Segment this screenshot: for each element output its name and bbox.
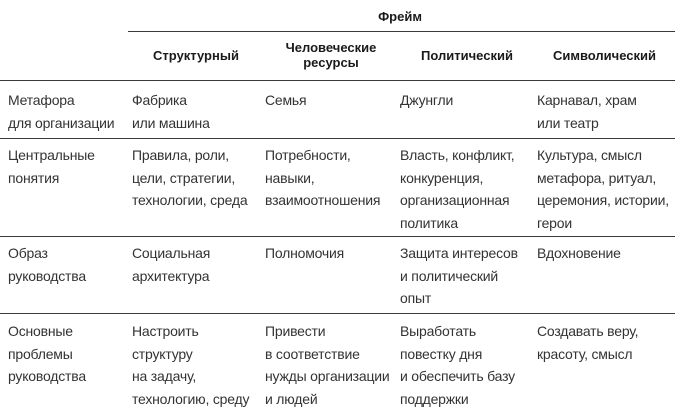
column-header-human-resources: Человеческие ресурсы	[285, 40, 377, 70]
cell-metaphor-human-resources: Семья	[265, 92, 307, 108]
cell-concepts-political: Власть, конфликт, конкуренция, организационная политика	[400, 147, 515, 231]
column-header-political: Политический	[421, 48, 513, 63]
row-label-leadership-image: Образ руководства	[8, 245, 86, 284]
cell-problems-symbolic: Создавать веру, красоту, смысл	[537, 323, 639, 362]
row-label-leadership-problems: Основные проблемы руководства	[8, 323, 86, 384]
cell-leadership-political: Защита интересов и политический опыт	[400, 245, 518, 306]
cell-problems-political: Выработать повестку дня и обеспечить базу поддержки	[400, 323, 515, 407]
cell-concepts-symbolic: Культура, смысл метафора, ритуал, церемония, истории, герои	[537, 147, 669, 231]
cell-metaphor-symbolic: Карнавал, храм или театр	[537, 92, 637, 131]
column-header-symbolic: Символический	[552, 48, 656, 63]
row-label-metaphor: Метафора для организации	[8, 92, 115, 131]
row-divider-2	[0, 236, 675, 237]
group-header-frame: Фрейм	[378, 9, 422, 24]
header-bottom-rule	[0, 80, 675, 81]
cell-metaphor-political: Джунгли	[400, 92, 454, 108]
row-divider-3	[0, 313, 675, 314]
cell-concepts-structural: Правила, роли, цели, стратегии, технологии, среда	[132, 147, 248, 208]
cell-problems-structural: Настроить структуру на задачу, технологию, среду	[132, 323, 250, 407]
cell-metaphor-structural: Фабрика или машина	[132, 92, 210, 131]
column-header-structural: Структурный	[153, 48, 239, 63]
group-header-rule	[128, 31, 675, 32]
cell-concepts-human-resources: Потребности, навыки, взаимоотношения	[265, 147, 381, 208]
cell-leadership-human-resources: Полномочия	[265, 245, 345, 261]
cell-problems-human-resources: Привести в соответствие нужды организации и людей	[265, 323, 390, 407]
cell-leadership-structural: Социальная архитектура	[132, 245, 211, 284]
row-divider-1	[0, 138, 675, 139]
row-label-central-concepts: Центральные понятия	[8, 147, 95, 186]
cell-leadership-symbolic: Вдохновение	[537, 245, 621, 261]
